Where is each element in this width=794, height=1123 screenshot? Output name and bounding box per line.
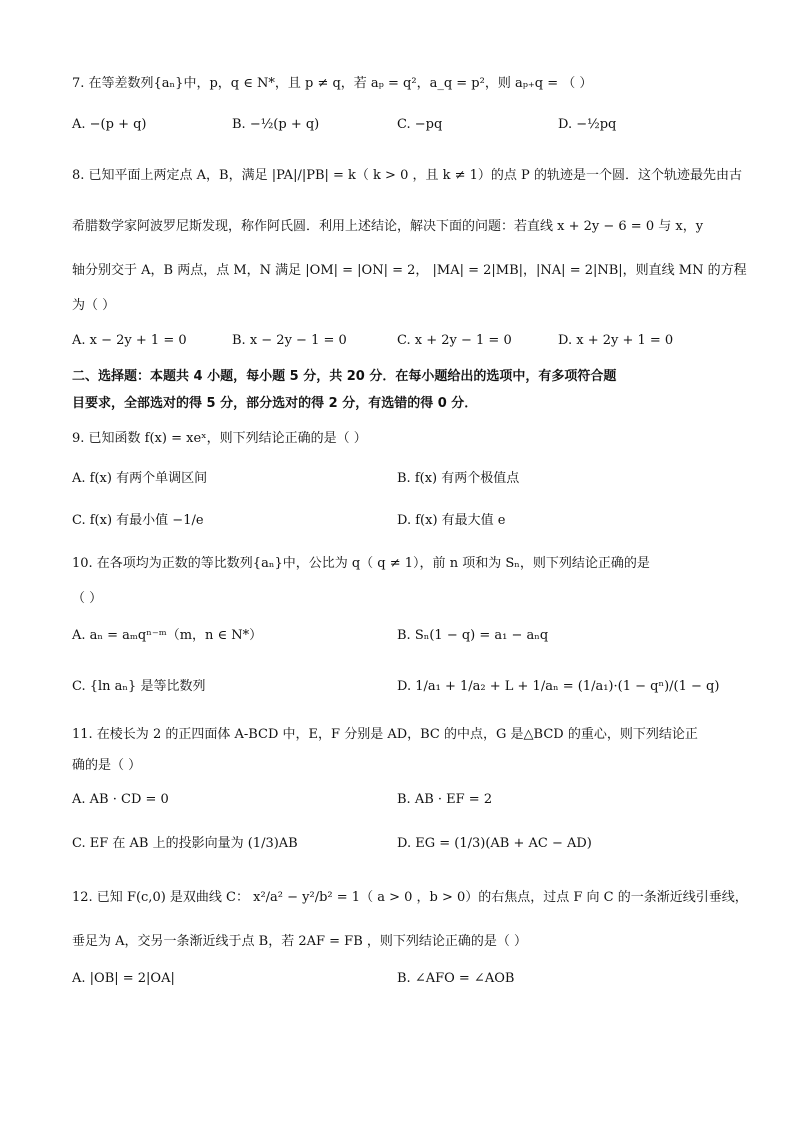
section-heading-line-1: 二、选择题：本题共 4 小题，每小题 5 分，共 20 分．在每小题给出的选项中，有多项符合题: [72, 369, 617, 384]
q12-stem-line-2: 垂足为 A，交另一条渐近线于点 B，若 2AF = FB ，则下列结论正确的是（ ）: [72, 934, 528, 949]
q8-stem-line-3: 轴分别交于 A，B 两点，点 M，N 满足 |OM| = |ON| = 2， |MA| = 2|MB|，|NA| = 2|NB|，则直线 MN 的方程: [72, 263, 747, 278]
q7-option-c: C. −pq: [397, 117, 443, 132]
q10-option-b: B. Sₙ(1 − q) = a₁ − aₙq: [397, 628, 549, 643]
q10-stem-line-2: （ ）: [72, 591, 103, 606]
q7-option-d: D. −½pq: [558, 117, 617, 132]
q11-stem-line-1: 11. 在棱长为 2 的正四面体 A-BCD 中，E，F 分别是 AD，BC 的中点，G 是△BCD 的重心，则下列结论正: [72, 727, 698, 742]
q10-option-d: D. 1/a₁ + 1/a₂ + L + 1/aₙ = (1/a₁)·(1 − qⁿ)/(1 − q): [397, 679, 720, 694]
q8-option-c: C. x + 2y − 1 = 0: [397, 333, 512, 348]
q9-stem: 9. 已知函数 f(x) = xeˣ，则下列结论正确的是（ ）: [72, 431, 367, 446]
q8-option-b: B. x − 2y − 1 = 0: [232, 333, 347, 348]
q7-option-b: B. −½(p + q): [232, 117, 320, 132]
q8-stem-line-4: 为（ ）: [72, 298, 116, 313]
q12-option-a: A. |OB| = 2|OA|: [72, 971, 175, 986]
q9-option-b: B. f(x) 有两个极值点: [397, 471, 520, 486]
q9-option-d: D. f(x) 有最大值 e: [397, 513, 506, 528]
q11-option-d: D. EG = (1/3)(AB + AC − AD): [397, 836, 592, 851]
q10-option-c: C. {ln aₙ} 是等比数列: [72, 679, 206, 694]
section-heading-line-2: 目要求，全部选对的得 5 分，部分选对的得 2 分，有选错的得 0 分．: [72, 396, 478, 411]
q10-option-a: A. aₙ = aₘqⁿ⁻ᵐ（m，n ∈ N*）: [72, 628, 263, 643]
q8-option-d: D. x + 2y + 1 = 0: [558, 333, 674, 348]
q7-stem: 7. 在等差数列{aₙ}中，p，q ∈ N*，且 p ≠ q，若 aₚ = q²，a_q = p²，则 aₚ₊q = （ ）: [72, 76, 593, 91]
q11-option-a: A. AB · CD = 0: [72, 792, 169, 807]
q8-stem-line-1: 8. 已知平面上两定点 A，B，满足 |PA|/|PB| = k（ k > 0 ，且 k ≠ 1）的点 P 的轨迹是一个圆．这个轨迹最先由古: [72, 168, 742, 183]
q11-option-c: C. EF 在 AB 上的投影向量为 (1/3)AB: [72, 836, 298, 851]
q7-option-a: A. −(p + q): [72, 117, 147, 132]
q9-option-c: C. f(x) 有最小值 −1/e: [72, 513, 204, 528]
q12-stem-line-1: 12. 已知 F(c,0) 是双曲线 C： x²/a² − y²/b² = 1（ a > 0 ，b > 0）的右焦点，过点 F 向 C 的一条渐近线引垂线，: [72, 890, 748, 905]
q11-option-b: B. AB · EF = 2: [397, 792, 493, 807]
q12-option-b: B. ∠AFO = ∠AOB: [397, 971, 515, 986]
q10-stem-line-1: 10. 在各项均为正数的等比数列{aₙ}中，公比为 q（ q ≠ 1），前 n 项和为 Sₙ，则下列结论正确的是: [72, 556, 650, 571]
q11-stem-line-2: 确的是（ ）: [72, 758, 142, 773]
q8-option-a: A. x − 2y + 1 = 0: [72, 333, 187, 348]
q9-option-a: A. f(x) 有两个单调区间: [72, 471, 208, 486]
q8-stem-line-2: 希腊数学家阿波罗尼斯发现，称作阿氏圆．利用上述结论，解决下面的问题：若直线 x + 2y − 6 = 0 与 x，y: [72, 219, 704, 234]
